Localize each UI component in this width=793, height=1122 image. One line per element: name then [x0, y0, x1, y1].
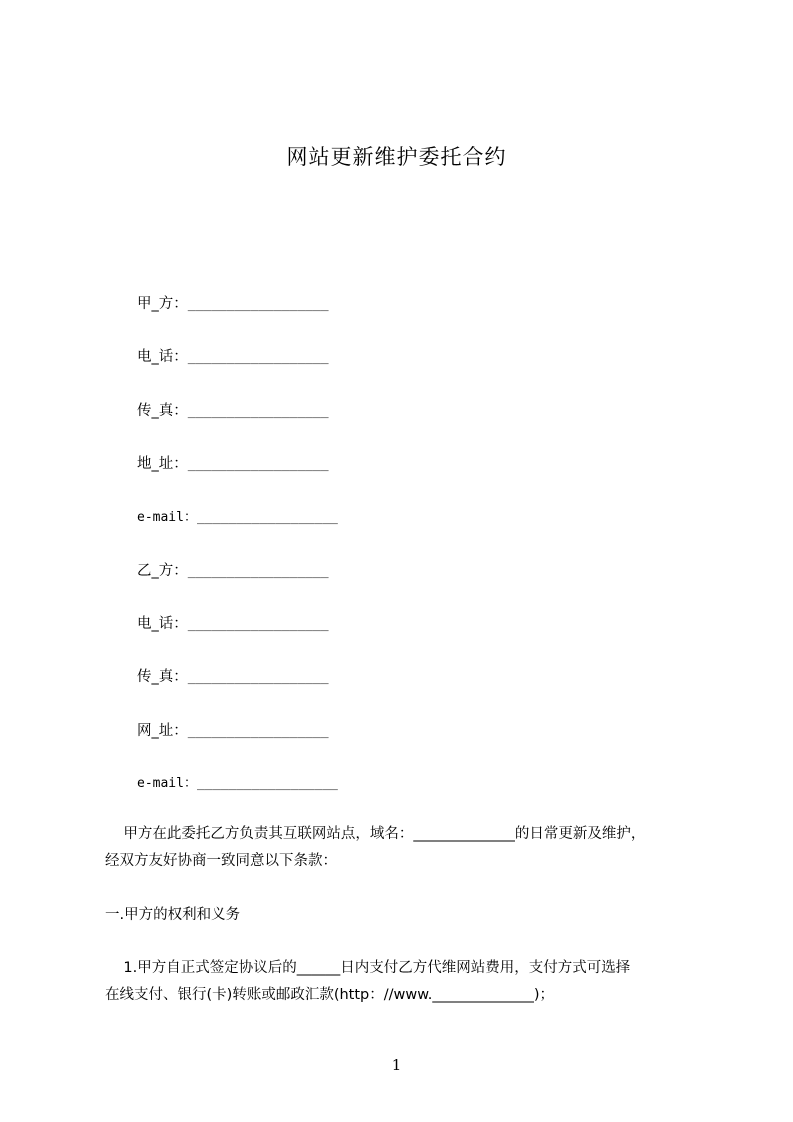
intro-line-2: 经双方友好协商一致同意以下条款： [105, 853, 337, 869]
field-party-a-address [137, 452, 329, 473]
field-blank: __________________ [187, 670, 329, 685]
field-label: 传_真： [137, 403, 188, 419]
field-party-b [137, 559, 329, 580]
field-label: 甲_方： [137, 296, 188, 312]
field-party-a [137, 292, 329, 313]
field-party-b-website [137, 719, 329, 740]
clause-1-line-2: 在线支付、银行(卡)转账或邮政汇款(http：//www.______________)； [105, 987, 555, 1003]
field-label: 网_址： [137, 723, 188, 739]
field-blank: __________________ [196, 776, 338, 791]
intro-line-1: 甲方在此委托乙方负责其互联网站点，域名：______________的日常更新及维护， [105, 826, 646, 842]
field-party-a-phone [137, 345, 329, 366]
field-party-b-fax [137, 665, 329, 686]
field-label: e-mail： [137, 776, 197, 791]
clause-1-line-1: 1.甲方自正式签定协议后的______日内支付乙方代维网站费用，支付方式可选择 [105, 960, 631, 976]
field-blank: __________________ [187, 457, 329, 472]
field-blank: __________________ [187, 617, 329, 632]
field-label: 乙_方： [137, 563, 188, 579]
field-blank: __________________ [187, 297, 329, 312]
field-label: 电_话： [137, 349, 188, 365]
field-party-b-email [137, 772, 338, 791]
field-party-a-fax [137, 399, 329, 420]
field-label: e-mail： [137, 510, 197, 525]
page-number: 1 [391, 1056, 402, 1074]
field-label: 地_址： [137, 456, 188, 472]
field-label: 电_话： [137, 616, 188, 632]
section-heading: 一.甲方的权利和义务 [105, 907, 241, 923]
field-blank: __________________ [187, 564, 329, 579]
field-party-a-email [137, 506, 338, 525]
field-blank: __________________ [196, 510, 338, 525]
field-label: 传_真： [137, 669, 188, 685]
field-blank: __________________ [187, 404, 329, 419]
document-title: 网站更新维护委托合约 [286, 145, 507, 169]
field-blank: __________________ [187, 724, 329, 739]
field-blank: __________________ [187, 350, 329, 365]
field-party-b-phone [137, 612, 329, 633]
